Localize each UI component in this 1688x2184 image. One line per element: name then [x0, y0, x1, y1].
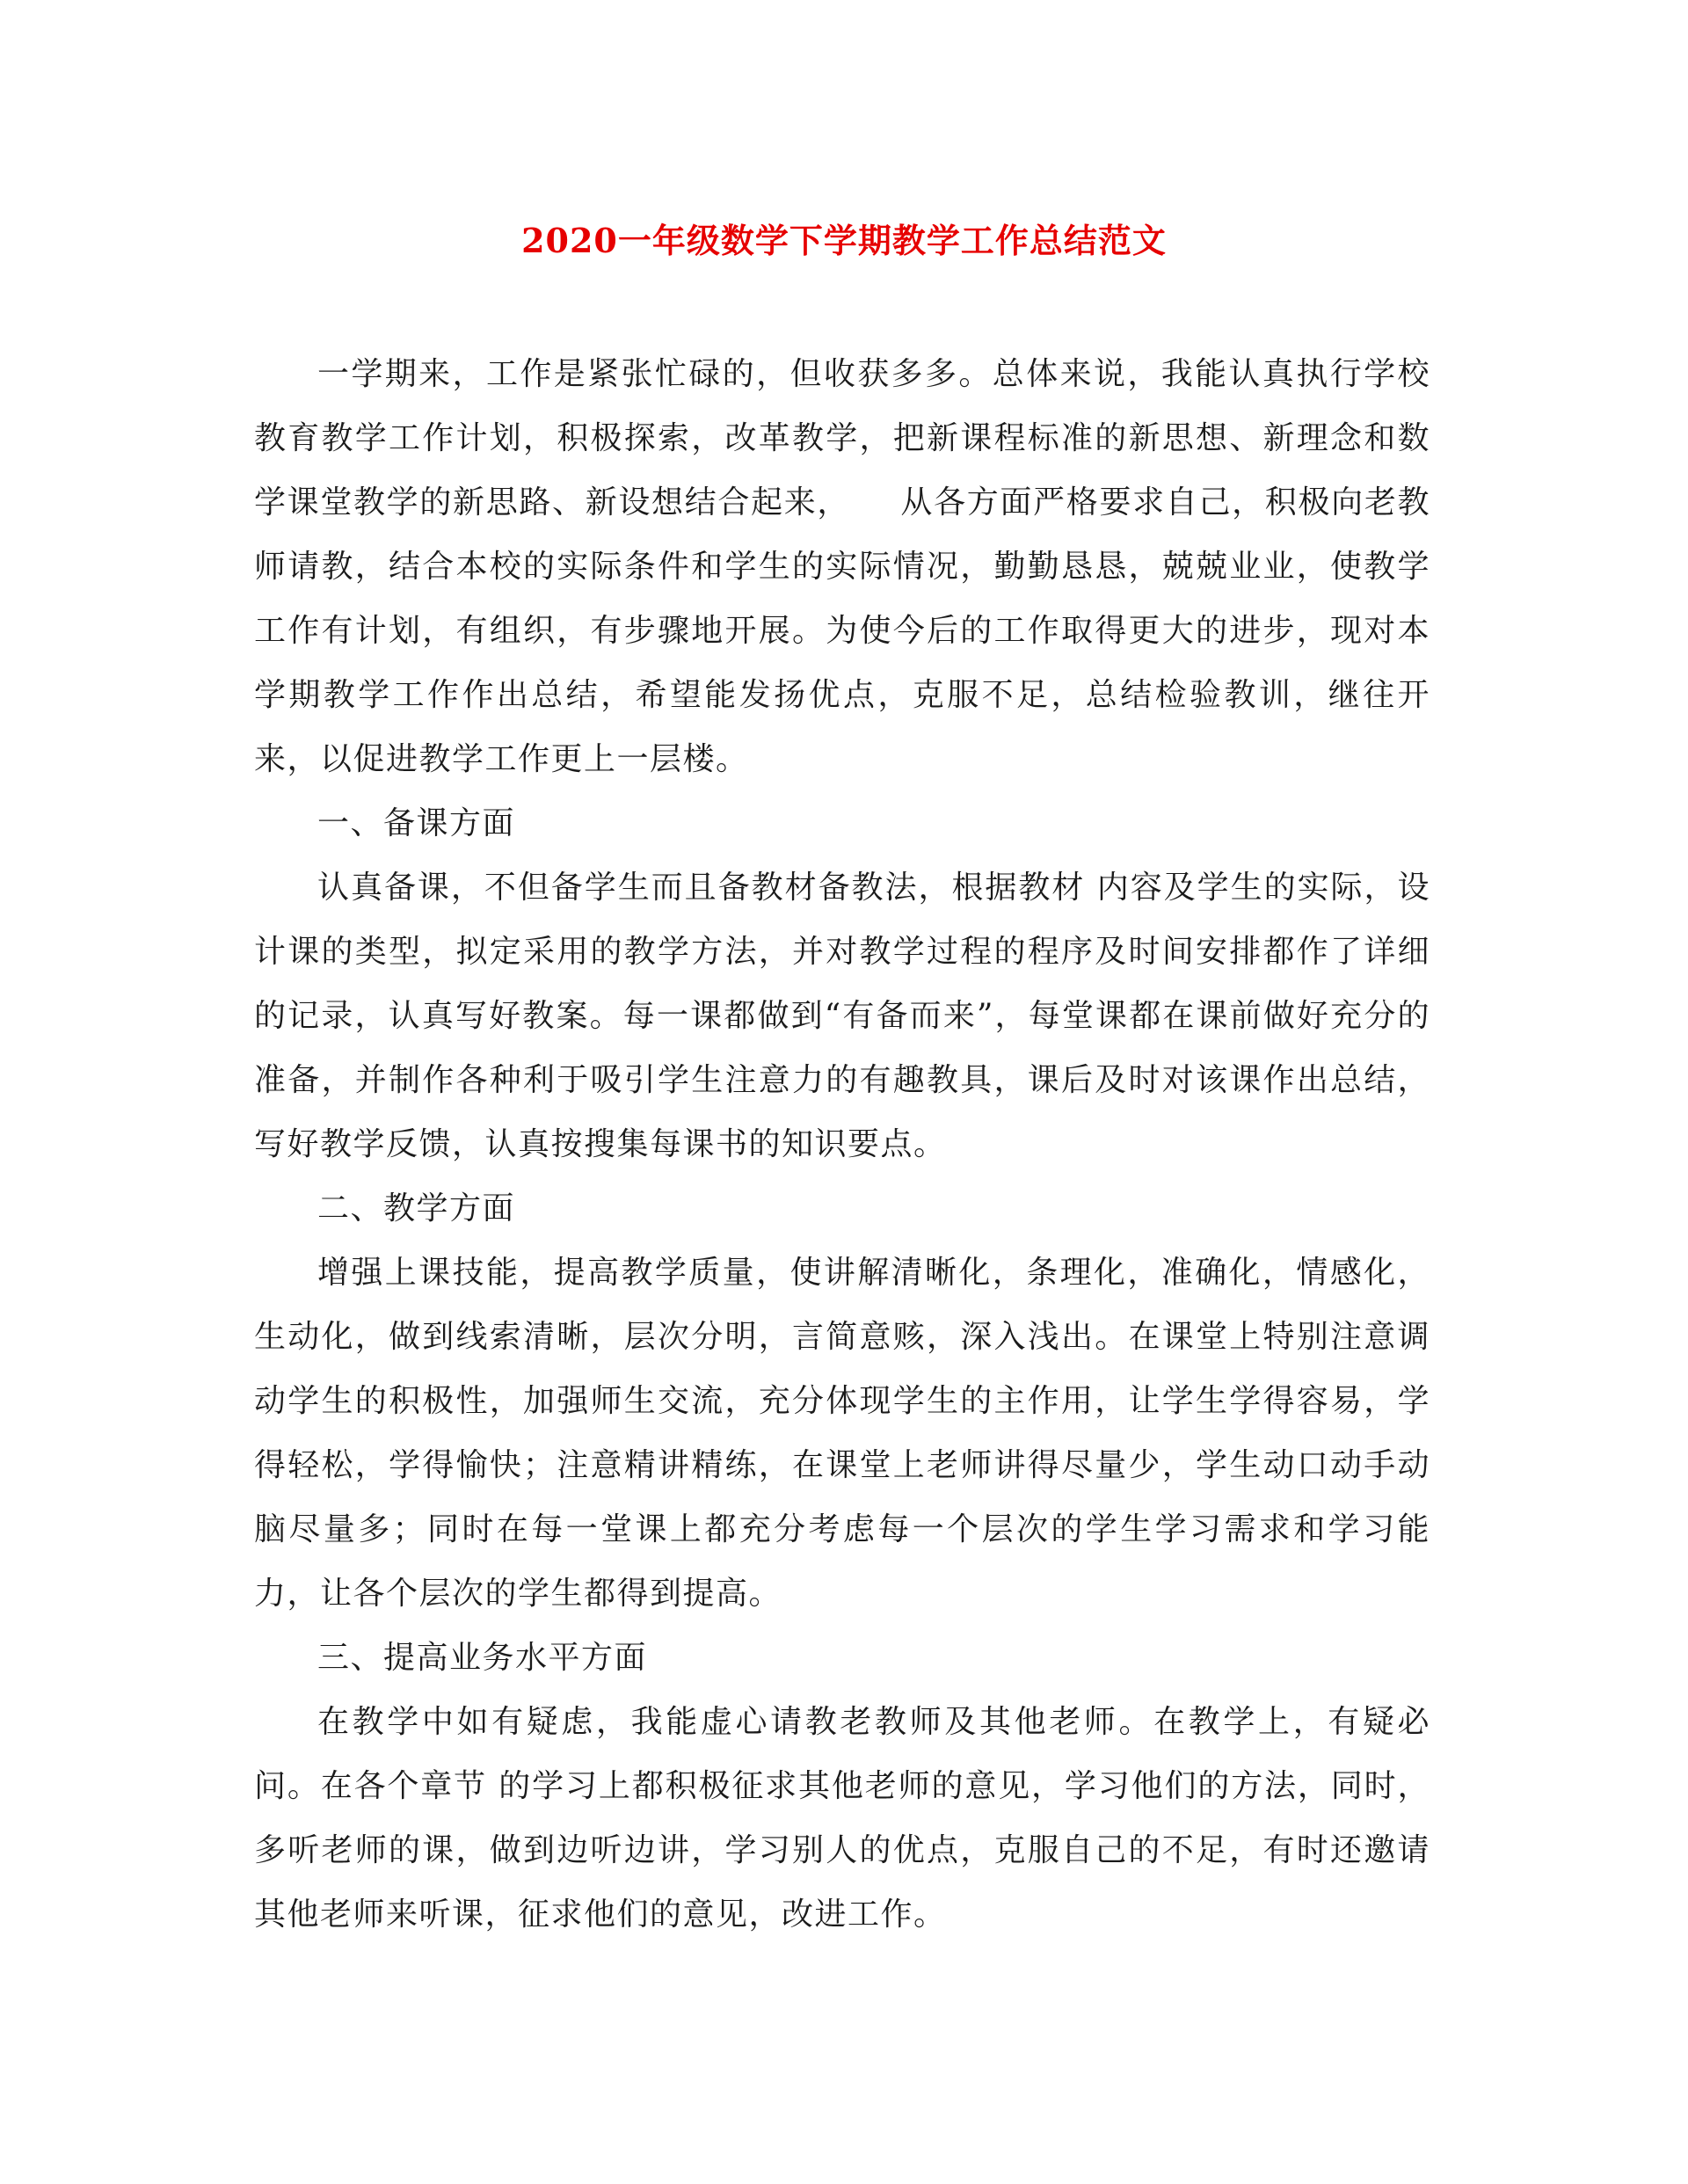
document-body	[254, 342, 1430, 1947]
section-heading-professional-development: 三、提高业务水平方面	[317, 1640, 648, 1676]
section-paragraph-professional-development: 在教学中如有疑虑，我能虚心请教老教师及其他老师。在教学上，有疑必问。在各个章节 的学习上都积极征求其他老师的意见，学习他们的方法，同时，多听老师的课，做到边听边讲，学习别人的优点，克服自己的不足，有时还邀请其他老师来听课，征求他们的意见，改进工作。	[254, 1704, 1430, 1933]
section-heading-lesson-prep: 一、备课方面	[317, 805, 516, 841]
section-paragraph-lesson-prep: 认真备课，不但备学生而且备教材备教法，根据教材 内容及学生的实际，设计课的类型，拟定采用的教学方法，并对教学过程的程序及时间安排都作了详细的记录，认真写好教案。每一课都做到“有备而来”，每堂课都在课前做好充分的准备，并制作各种利于吸引学生注意力的有趣教具，课后及时对该课作出总结，写好教学反馈，认真按搜集每课书的知识要点。	[254, 870, 1430, 1162]
intro-paragraph: 一学期来，工作是紧张忙碌的，但收获多多。总体来说，我能认真执行学校教育教学工作计划，积极探索，改革教学，把新课程标准的新思想、新理念和数学课堂教学的新思路、新设想结合起来， 从各方面严格要求自己，积极向老教师请教，结合本校的实际条件和学生的实际情况，勤勤恳恳，兢兢业业，使教学工作有计划，有组织，有步骤地开展。为使今后的工作取得更大的进步，现对本学期教学工作作出总结，希望能发扬优点，克服不足，总结检验教训，继往开来，以促进教学工作更上一层楼。	[254, 356, 1430, 777]
section-paragraph-teaching: 增强上课技能，提高教学质量，使讲解清晰化，条理化，准确化，情感化，生动化，做到线索清晰，层次分明，言简意赅，深入浅出。在课堂上特别注意调动学生的积极性，加强师生交流，充分体现学生的主作用，让学生学得容易，学得轻松，学得愉快；注意精讲精练，在课堂上老师讲得尽量少，学生动口动手动脑尽量多；同时在每一堂课上都充分考虑每一个层次的学生学习需求和学习能力，让各个层次的学生都得到提高。	[254, 1255, 1430, 1612]
section-heading-teaching: 二、教学方面	[317, 1190, 516, 1227]
document-title: 2020一年级数学下学期教学工作总结范文	[521, 221, 1167, 260]
